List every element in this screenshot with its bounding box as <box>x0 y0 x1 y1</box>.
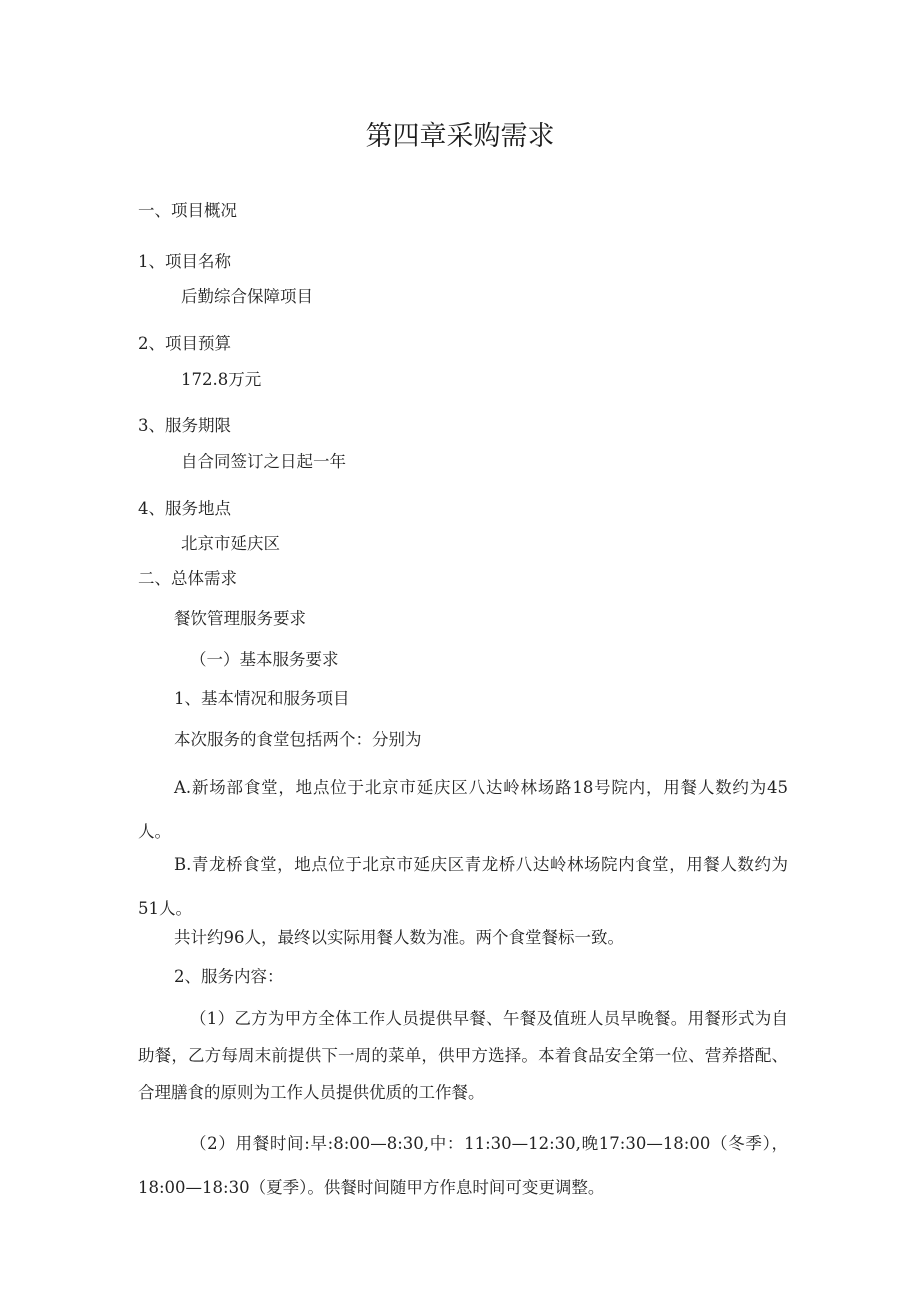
paragraph-content-1-text: （1）乙方为甲方全体工作人员提供早餐、午餐及值班人员早晚餐。用餐形式为自助餐，乙方每周末前提供下一周的菜单，供甲方选择。本着食品安全第一位、营养搭配、合理膳食的原则为工作人员提供优质的工作餐。 <box>138 1009 788 1102</box>
paragraph-canteen-b-text: B.青龙桥食堂，地点位于北京市延庆区青龙桥八达岭林场院内食堂，用餐人数约为51人。 <box>138 855 788 918</box>
paragraph-content-2 <box>138 1122 788 1210</box>
item-value-service-location: 北京市延庆区 <box>181 534 280 553</box>
item-value-budget: 172.8万元 <box>181 370 262 389</box>
paragraph-canteen-a-text: A.新场部食堂，地点位于北京市延庆区八达岭林场路18号院内，用餐人数约为45人。 <box>138 778 788 841</box>
part-heading-basic: （一）基本服务要求 <box>190 650 339 669</box>
page-title: 第四章采购需求 <box>365 121 555 152</box>
item-label-service-location: 4、服务地点 <box>138 499 231 518</box>
item-label-project-name: 1、项目名称 <box>138 252 231 271</box>
paragraph-canteen-b <box>138 843 788 931</box>
section-heading-overview: 一、项目概况 <box>138 201 237 220</box>
paragraph-content-2-text: （2）用餐时间:早:8:00—8:30,中：11:30—12:30,晚17:30—18:00（冬季），18:00—18:30（夏季）。供餐时间随甲方作息时间可变更调整。 <box>138 1134 788 1197</box>
item-value-service-period: 自合同签订之日起一年 <box>181 452 346 471</box>
paragraph-canteen-a <box>138 766 788 854</box>
paragraph-intro: 本次服务的食堂包括两个：分别为 <box>174 730 422 749</box>
item-value-project-name: 后勤综合保障项目 <box>181 287 313 306</box>
paragraph-total: 共计约96人，最终以实际用餐人数为准。两个食堂餐标一致。 <box>174 928 624 947</box>
item-heading-basic-info: 1、基本情况和服务项目 <box>174 689 350 708</box>
section-heading-general-requirements: 二、总体需求 <box>138 569 237 588</box>
item-label-budget: 2、项目预算 <box>138 334 231 353</box>
item-label-service-period: 3、服务期限 <box>138 416 231 435</box>
paragraph-content-1 <box>138 1000 788 1111</box>
item-heading-service-content: 2、服务内容： <box>174 967 284 986</box>
sub-heading-catering: 餐饮管理服务要求 <box>174 609 306 628</box>
